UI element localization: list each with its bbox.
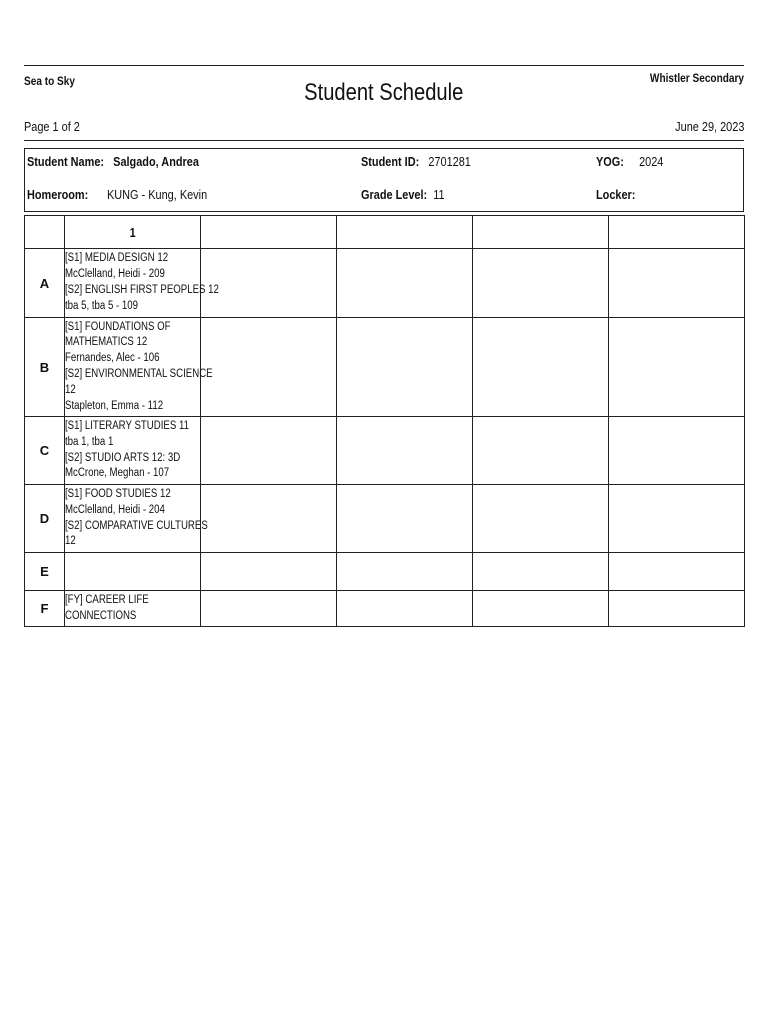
course-line: [FY] CAREER LIFE — [65, 593, 149, 606]
block-label: D — [25, 485, 65, 553]
yog-field — [596, 154, 676, 169]
empty-cell — [337, 249, 473, 318]
course-cell — [65, 485, 208, 553]
district-name: Sea to Sky — [24, 74, 75, 88]
empty-cell — [337, 417, 473, 485]
empty-cell — [65, 553, 201, 591]
course-line: Fernandes, Alec - 106 — [65, 352, 160, 365]
empty-cell — [473, 417, 609, 485]
block-row-a — [25, 249, 745, 318]
empty-cell — [201, 318, 337, 417]
schedule-header-row — [25, 216, 745, 249]
block-header-cell — [25, 216, 65, 249]
homeroom-label: Homeroom: — [27, 187, 89, 202]
block-label: C — [25, 417, 65, 485]
empty-cell — [609, 318, 745, 417]
course-line: 12 — [65, 383, 76, 396]
course-line: [S2] COMPARATIVE CULTURES — [65, 519, 208, 532]
block-row-b — [25, 318, 745, 417]
grade-level-field — [361, 187, 461, 202]
column-header — [473, 216, 609, 249]
block-row-e — [25, 553, 745, 591]
empty-cell — [201, 591, 337, 627]
empty-cell — [337, 485, 473, 553]
empty-cell — [609, 417, 745, 485]
empty-cell — [337, 553, 473, 591]
column-header — [201, 216, 337, 249]
course-cell — [65, 417, 201, 485]
course-line: [S1] FOUNDATIONS OF — [65, 320, 171, 333]
header-rule — [24, 140, 744, 141]
grade-level-value: 11 — [433, 187, 445, 202]
empty-cell — [609, 553, 745, 591]
yog-value: 2024 — [639, 154, 664, 169]
schedule-table — [24, 215, 745, 627]
empty-cell — [609, 485, 745, 553]
course-cell — [65, 318, 213, 417]
top-rule — [24, 65, 744, 66]
locker-label: Locker: — [596, 187, 636, 202]
homeroom-field — [27, 187, 100, 202]
course-line: McCrone, Meghan - 107 — [65, 467, 170, 480]
block-row-d — [25, 485, 745, 553]
student-name-field — [27, 154, 232, 169]
empty-cell — [201, 485, 337, 553]
grade-level-label: Grade Level: — [361, 187, 428, 202]
empty-cell — [201, 249, 337, 318]
school-name: Whistler Secondary — [649, 71, 744, 85]
course-line: [S2] STUDIO ARTS 12: 3D — [65, 451, 181, 464]
course-cell — [65, 249, 219, 318]
block-label: F — [25, 591, 65, 627]
student-id-field — [361, 154, 492, 169]
course-line: MATHEMATICS 12 — [65, 336, 148, 349]
course-line: [S1] MEDIA DESIGN 12 — [65, 252, 169, 265]
student-id-value: 2701281 — [428, 154, 471, 169]
empty-cell — [201, 553, 337, 591]
empty-cell — [473, 249, 609, 318]
empty-cell — [337, 318, 473, 417]
block-label: E — [25, 553, 65, 591]
empty-cell — [609, 249, 745, 318]
course-line: Stapleton, Emma - 112 — [65, 399, 164, 412]
homeroom-value: KUNG - Kung, Kevin — [107, 187, 208, 202]
column-header: 1 — [65, 216, 201, 249]
course-line: CONNECTIONS — [65, 609, 137, 622]
course-line: McClelland, Heidi - 204 — [65, 503, 165, 516]
empty-cell — [473, 553, 609, 591]
empty-cell — [473, 485, 609, 553]
empty-cell — [473, 591, 609, 627]
locker-field — [596, 187, 650, 202]
print-date: June 29, 2023 — [674, 119, 744, 134]
homeroom-value-field — [107, 187, 226, 202]
student-id-label: Student ID: — [361, 154, 420, 169]
empty-cell — [609, 591, 745, 627]
column-header — [609, 216, 745, 249]
course-line: McClelland, Heidi - 209 — [65, 268, 165, 281]
course-cell — [65, 591, 201, 627]
block-label: A — [25, 249, 65, 318]
student-name-value: Salgado, Andrea — [113, 154, 199, 169]
block-label: B — [25, 318, 65, 417]
course-line: [S1] LITERARY STUDIES 11 — [65, 419, 190, 432]
page-number: Page 1 of 2 — [24, 119, 80, 134]
course-line: 12 — [65, 535, 76, 548]
column-header — [337, 216, 473, 249]
course-line: [S2] ENVIRONMENTAL SCIENCE — [65, 368, 213, 380]
empty-cell — [201, 417, 337, 485]
page-title: Student Schedule — [304, 79, 464, 106]
block-row-c — [25, 417, 745, 485]
student-name-label: Student Name: — [27, 154, 105, 169]
course-line: [S2] ENGLISH FIRST PEOPLES 12 — [65, 284, 219, 296]
course-line: [S1] FOOD STUDIES 12 — [65, 487, 171, 500]
empty-cell — [337, 591, 473, 627]
student-info-panel — [24, 148, 744, 212]
course-line: tba 5, tba 5 - 109 — [65, 299, 139, 312]
block-row-f — [25, 591, 745, 627]
empty-cell — [473, 318, 609, 417]
yog-label: YOG: — [596, 154, 624, 169]
course-line: tba 1, tba 1 — [65, 435, 114, 448]
